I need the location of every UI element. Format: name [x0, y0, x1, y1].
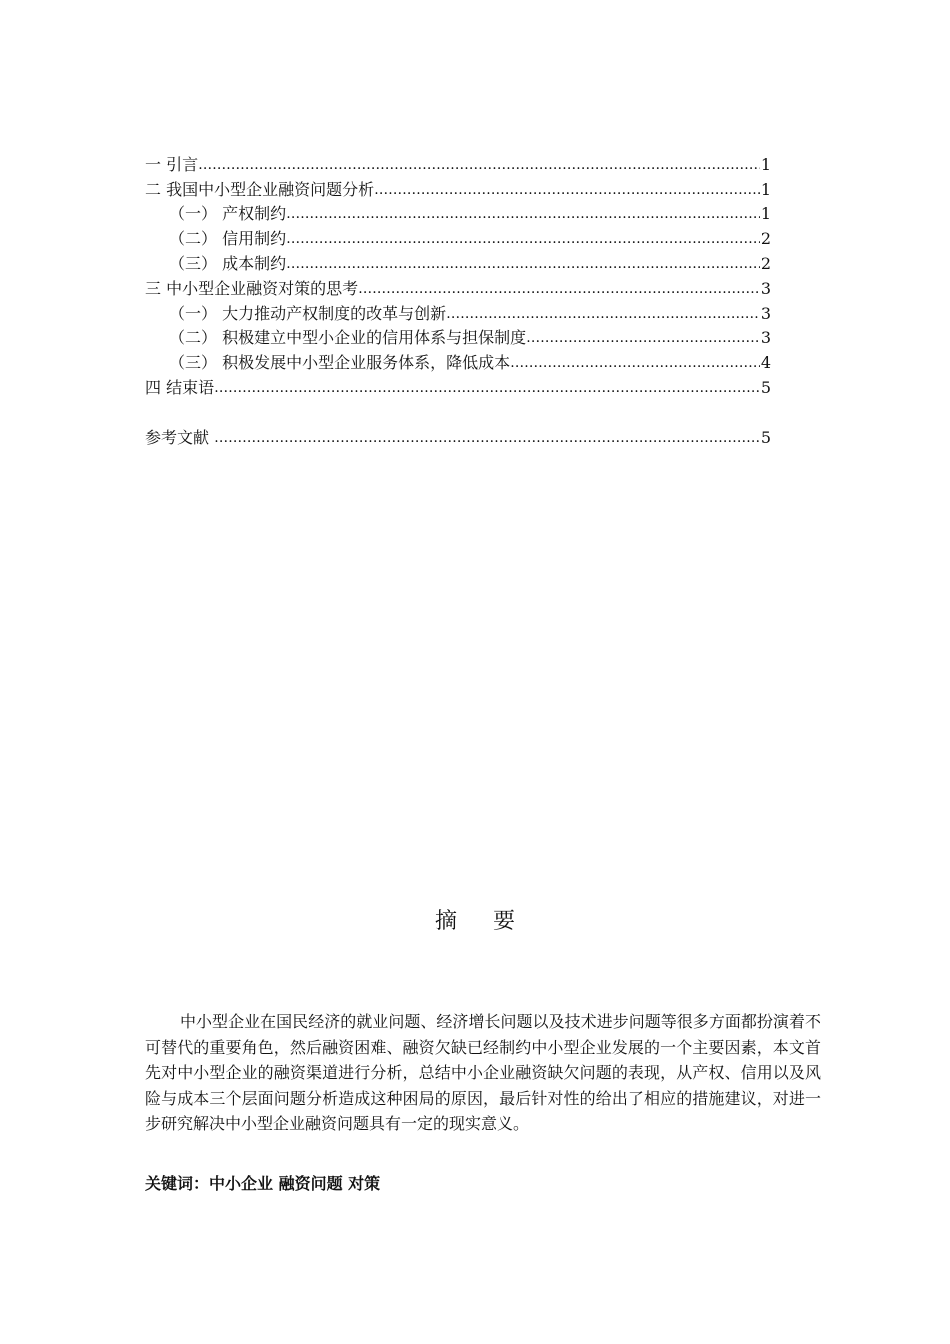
- toc-entry-page: 3: [760, 328, 771, 348]
- toc-entry[interactable]: [145, 373, 771, 398]
- toc-entry-page: 3: [760, 303, 771, 323]
- toc-entry-page: 5: [760, 377, 771, 397]
- toc-leader-dots: [214, 378, 760, 398]
- toc-entry[interactable]: [145, 200, 771, 225]
- toc-leader-dots: [526, 328, 760, 348]
- toc-entry[interactable]: [145, 299, 771, 324]
- toc-entry[interactable]: [145, 348, 771, 373]
- toc-entry-page: 2: [760, 229, 771, 249]
- toc-leader-dots: [358, 279, 760, 299]
- toc-entry-label: 参考文献: [145, 427, 215, 447]
- toc-entry-label: （一） 大力推动产权制度的改革与创新: [169, 303, 447, 323]
- abstract-title: 摘要: [434, 909, 551, 934]
- toc-leader-dots: [198, 155, 760, 175]
- toc-entry-page: 1: [760, 204, 771, 224]
- toc-entry-page: 1: [760, 179, 771, 199]
- toc-entry-label: 一 引言: [145, 154, 199, 174]
- toc-leader-dots: [286, 229, 760, 249]
- toc-entry-label: 三 中小型企业融资对策的思考: [145, 278, 359, 298]
- toc-entry[interactable]: [145, 274, 771, 299]
- abstract-body: 中小型企业在国民经济的就业问题、经济增长问题以及技术进步问题等很多方面都扮演着不可替代的重要角色，然后融资困难、融资欠缺已经制约中小型企业发展的一个主要因素，本文首先对中小型企业的融资渠道进行分析，总结中小企业融资缺欠问题的表现，从产权、信用以及风险与成本三个层面问题分析造成这种困局的原因，最后针对性的给出了相应的措施建议，对进一步研究解决中小型企业融资问题具有一定的现实意义。: [145, 1012, 821, 1133]
- toc-entry-page: 3: [760, 278, 771, 298]
- toc-entry-label: 二 我国中小型企业融资问题分析: [145, 179, 375, 199]
- toc-entry[interactable]: [145, 324, 771, 349]
- toc-entry-label: （二） 信用制约: [169, 229, 287, 249]
- toc-entry-label: （二） 积极建立中型小企业的信用体系与担保制度: [169, 328, 527, 348]
- toc-entry-page: 5: [760, 427, 771, 447]
- toc-entry[interactable]: [145, 175, 771, 200]
- toc-entry[interactable]: [145, 249, 771, 274]
- toc-entry-page: 2: [760, 253, 771, 273]
- toc-leader-dots: [510, 353, 760, 373]
- toc-entry[interactable]: [145, 423, 771, 448]
- toc-entry[interactable]: [145, 150, 771, 175]
- toc-entry-label: 四 结束语: [145, 377, 215, 397]
- toc-leader-dots: [286, 254, 760, 274]
- toc-leader-dots: [286, 204, 760, 224]
- toc-entry[interactable]: [145, 224, 771, 249]
- toc-entry-label: （一） 产权制约: [169, 204, 287, 224]
- toc-entry-page: 4: [760, 353, 771, 373]
- toc-entry-label: （三） 积极发展中小型企业服务体系，降低成本: [169, 353, 511, 373]
- keywords-line: 关键词：中小企业 融资问题 对策: [145, 1174, 381, 1193]
- table-of-contents: [145, 150, 771, 448]
- toc-entry-label: （三） 成本制约: [169, 253, 287, 273]
- toc-leader-dots: [374, 180, 760, 200]
- toc-leader-dots: [446, 304, 760, 324]
- toc-leader-dots: [214, 428, 760, 448]
- toc-entry-page: 1: [760, 154, 771, 174]
